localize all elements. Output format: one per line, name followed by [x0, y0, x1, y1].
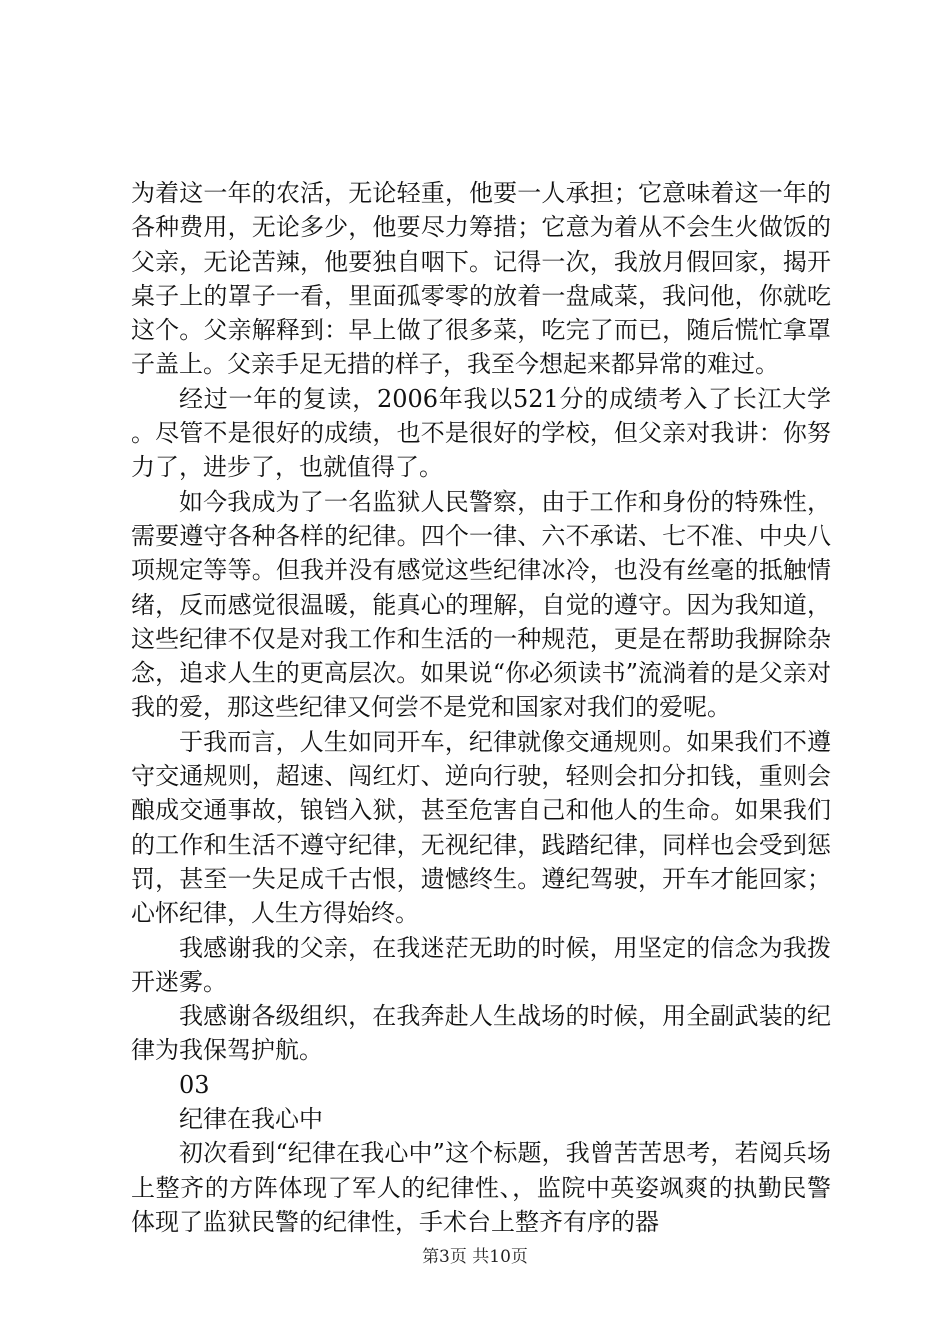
paragraph-college-admission: 经过一年的复读，2006年我以521分的成绩考入了长江大学。尽管不是很好的成绩，也不是很好的学校，但父亲对我讲：你努力了，进步了，也就值得了。 [131, 384, 831, 482]
section-title: 纪律在我心中 [179, 1105, 323, 1134]
paragraph-thanks-father: 我感谢我的父亲，在我迷茫无助的时候，用坚定的信念为我拨开迷雾。 [131, 933, 831, 996]
section-number: 03 [179, 1070, 210, 1099]
paragraph-prison-police: 如今我成为了一名监狱人民警察，由于工作和身份的特殊性，需要遵守各种各样的纪律。四个一律、六不承诺、七不准、中央八项规定等等。但我并没有感觉这些纪律冰冷，也没有丝毫的抵触情绪，反而感觉很温暖，能真心的理解，自觉的遵守。因为我知道，这些纪律不仅是对我工作和生活的一种规范，更是在帮助我摒除杂念，追求人生的更高层次。如果说“你必须读书”流淌着的是父亲对我的爱，那这些纪律又何尝不是党和国家对我们的爱呢。 [131, 487, 831, 722]
document-body [131, 176, 831, 1239]
page-footer: 第3页 共10页 [422, 1247, 528, 1267]
paragraph-thanks-organization: 我感谢各级组织，在我奔赴人生战场的时候，用全副武装的纪律为我保驾护航。 [131, 1002, 831, 1065]
paragraph-continuation: 为着这一年的农活，无论轻重，他要一人承担；它意味着这一年的各种费用，无论多少，他要尽力筹措；它意为着从不会生火做饭的父亲，无论苦辣，他要独自咽下。记得一次，我放月假回家，揭开桌子上的罩子一看，里面孤零零的放着一盘咸菜，我问他，你就吃这个。父亲解释到：早上做了很多菜，吃完了而已，随后慌忙拿罩子盖上。父亲手足无措的样子，我至今想起来都异常的难过。 [131, 179, 831, 379]
paragraph-section-intro: 初次看到“纪律在我心中”这个标题，我曾苦苦思考，若阅兵场上整齐的方阵体现了军人的纪律性、，监院中英姿飒爽的执勤民警体现了监狱民警的纪律性，手术台上整齐有序的器 [131, 1139, 831, 1236]
paragraph-traffic-rules: 于我而言，人生如同开车，纪律就像交通规则。如果我们不遵守交通规则，超速、闯红灯、逆向行驶，轻则会扣分扣钱，重则会酿成交通事故，锒铛入狱，甚至危害自己和他人的生命。如果我们的工作和生活不遵守纪律，无视纪律，践踏纪律，同样也会受到惩罚，甚至一失足成千古恨，遗憾终生。遵纪驾驶，开车才能回家；心怀纪律，人生方得始终。 [131, 727, 831, 928]
